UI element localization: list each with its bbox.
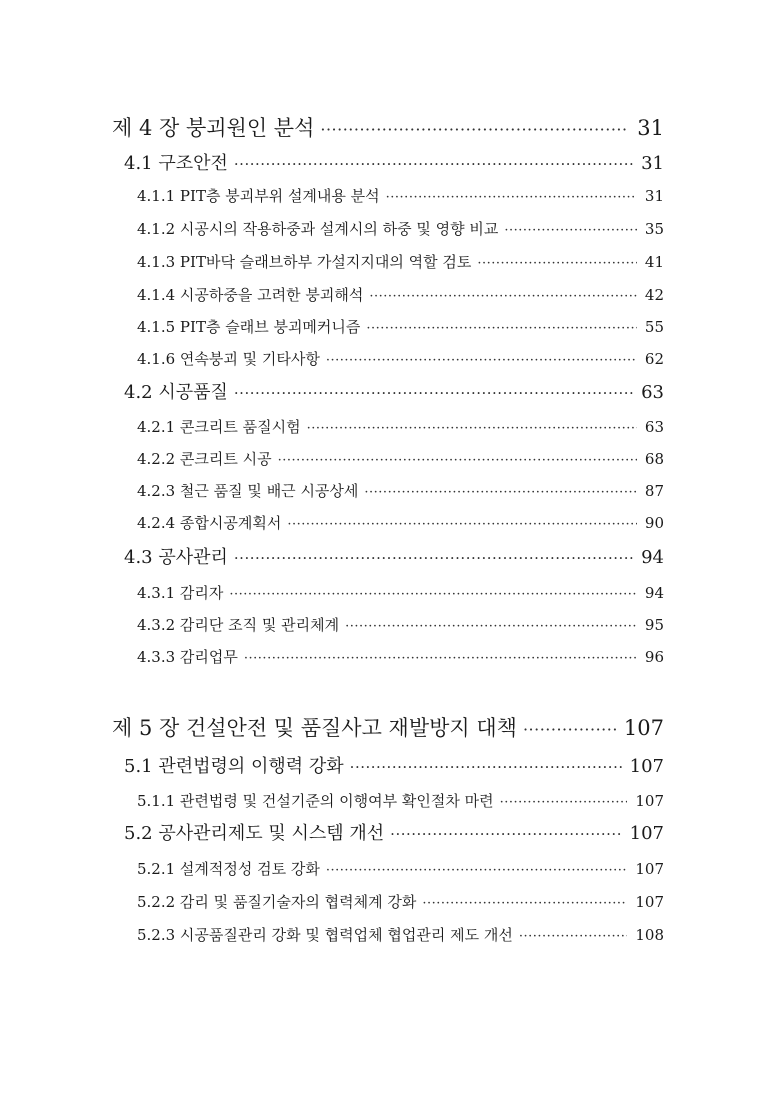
dot-leader bbox=[386, 190, 637, 205]
dot-leader bbox=[234, 384, 633, 402]
item-title: 5.2.1 설계적정성 검토 강화 bbox=[137, 860, 320, 878]
page-number: 63 bbox=[644, 418, 664, 436]
page-number: 35 bbox=[644, 220, 664, 238]
dot-leader bbox=[504, 223, 637, 238]
toc-item-4-3-1[interactable] bbox=[137, 582, 664, 606]
item-title: 4.2.4 종합시공계획서 bbox=[137, 514, 282, 532]
section-title: 5.2 공사관리제도 및 시스템 개선 bbox=[124, 823, 385, 844]
dot-leader bbox=[234, 549, 633, 567]
item-title: 4.1.2 시공시의 작용하중과 설계시의 하중 및 영향 비교 bbox=[137, 220, 499, 238]
toc-item-4-3-3[interactable] bbox=[137, 646, 664, 670]
page-number: 31 bbox=[644, 187, 664, 205]
page-number: 42 bbox=[644, 286, 664, 304]
page-number: 31 bbox=[641, 153, 664, 174]
toc-section-4-3[interactable] bbox=[124, 543, 664, 571]
chapter-title: 제 4 장 붕괴원인 분석 bbox=[112, 116, 315, 140]
item-title: 4.1.4 시공하중을 고려한 붕괴해석 bbox=[137, 286, 364, 304]
dot-leader bbox=[477, 256, 637, 271]
item-title: 4.1.1 PIT층 붕괴부위 설계내용 분석 bbox=[137, 187, 380, 205]
toc-chapter-4[interactable] bbox=[112, 112, 664, 144]
dot-leader bbox=[234, 155, 633, 173]
toc-item-4-1-1[interactable] bbox=[137, 185, 664, 209]
dot-leader bbox=[345, 619, 637, 634]
section-title: 4.3 공사관리 bbox=[124, 547, 228, 568]
page-number: 107 bbox=[635, 860, 664, 878]
item-title: 4.2.1 콘크리트 품질시험 bbox=[137, 418, 301, 436]
toc-item-5-2-3[interactable] bbox=[137, 924, 664, 948]
page-number: 41 bbox=[644, 253, 664, 271]
section-title: 4.1 구조안전 bbox=[124, 153, 228, 174]
page-number: 90 bbox=[644, 514, 664, 532]
item-title: 5.1.1 관련법령 및 건설기준의 이행여부 확인절차 마련 bbox=[137, 792, 494, 810]
toc-item-4-1-6[interactable] bbox=[137, 348, 664, 372]
page-number: 107 bbox=[629, 756, 664, 777]
dot-leader bbox=[500, 795, 628, 810]
toc-item-5-2-1[interactable] bbox=[137, 858, 664, 882]
dot-leader bbox=[320, 120, 629, 139]
dot-leader bbox=[326, 863, 627, 878]
item-title: 4.2.2 콘크리트 시공 bbox=[137, 450, 272, 468]
page-number: 108 bbox=[635, 926, 664, 944]
toc-section-4-2[interactable] bbox=[124, 378, 664, 406]
toc-section-5-1[interactable] bbox=[124, 752, 664, 780]
page-number: 107 bbox=[623, 716, 664, 740]
dot-leader bbox=[350, 758, 622, 776]
item-title: 4.1.5 PIT층 슬래브 붕괴메커니즘 bbox=[137, 318, 361, 336]
page-number: 87 bbox=[644, 482, 664, 500]
item-title: 4.1.6 연속붕괴 및 기타사항 bbox=[137, 350, 320, 368]
section-title: 4.2 시공품질 bbox=[124, 382, 228, 403]
page-number: 95 bbox=[644, 616, 664, 634]
chapter-title: 제 5 장 건설안전 및 품질사고 재발방지 대책 bbox=[112, 716, 517, 740]
page-number: 68 bbox=[644, 450, 664, 468]
toc-item-4-2-3[interactable] bbox=[137, 480, 664, 504]
item-title: 4.3.3 감리업무 bbox=[137, 648, 238, 666]
dot-leader bbox=[244, 651, 637, 666]
toc-item-4-1-4[interactable] bbox=[137, 284, 664, 308]
toc-section-5-2[interactable] bbox=[124, 819, 664, 847]
dot-leader bbox=[523, 720, 616, 739]
toc-item-4-3-2[interactable] bbox=[137, 614, 664, 638]
dot-leader bbox=[307, 421, 637, 436]
dot-leader bbox=[364, 485, 637, 500]
page-number: 62 bbox=[644, 350, 664, 368]
dot-leader bbox=[229, 587, 637, 602]
item-title: 4.2.3 철근 품질 및 배근 시공상세 bbox=[137, 482, 359, 500]
toc-item-4-2-1[interactable] bbox=[137, 416, 664, 440]
page-number: 96 bbox=[644, 648, 664, 666]
toc-item-4-1-5[interactable] bbox=[137, 316, 664, 340]
page-number: 31 bbox=[637, 116, 664, 140]
toc-item-5-2-2[interactable] bbox=[137, 891, 664, 915]
dot-leader bbox=[519, 929, 628, 944]
page-number: 107 bbox=[635, 893, 664, 911]
dot-leader bbox=[287, 517, 637, 532]
page-number: 94 bbox=[641, 547, 664, 568]
page-number: 63 bbox=[641, 382, 664, 403]
item-title: 4.3.1 감리자 bbox=[137, 584, 224, 602]
section-title: 5.1 관련법령의 이행력 강화 bbox=[124, 756, 344, 777]
item-title: 5.2.3 시공품질관리 강화 및 협력업체 협업관리 제도 개선 bbox=[137, 926, 513, 944]
dot-leader bbox=[326, 353, 637, 368]
page-number: 107 bbox=[629, 823, 664, 844]
page-number: 55 bbox=[644, 318, 664, 336]
item-title: 5.2.2 감리 및 품질기술자의 협력체계 강화 bbox=[137, 893, 417, 911]
item-title: 4.3.2 감리단 조직 및 관리체계 bbox=[137, 616, 340, 634]
page-number: 94 bbox=[644, 584, 664, 602]
dot-leader bbox=[278, 453, 637, 468]
toc-section-4-1[interactable] bbox=[124, 149, 664, 177]
toc-item-4-2-4[interactable] bbox=[137, 512, 664, 536]
item-title: 4.1.3 PIT바닥 슬래브하부 가설지지대의 역할 검토 bbox=[137, 253, 472, 271]
toc-item-4-2-2[interactable] bbox=[137, 448, 664, 472]
dot-leader bbox=[366, 321, 637, 336]
toc-item-5-1-1[interactable] bbox=[137, 790, 664, 814]
dot-leader bbox=[390, 825, 621, 843]
toc-item-4-1-3[interactable] bbox=[137, 251, 664, 275]
dot-leader bbox=[369, 289, 637, 304]
toc-chapter-5[interactable] bbox=[112, 712, 664, 744]
page-number: 107 bbox=[635, 792, 664, 810]
toc-item-4-1-2[interactable] bbox=[137, 218, 664, 242]
dot-leader bbox=[422, 896, 627, 911]
